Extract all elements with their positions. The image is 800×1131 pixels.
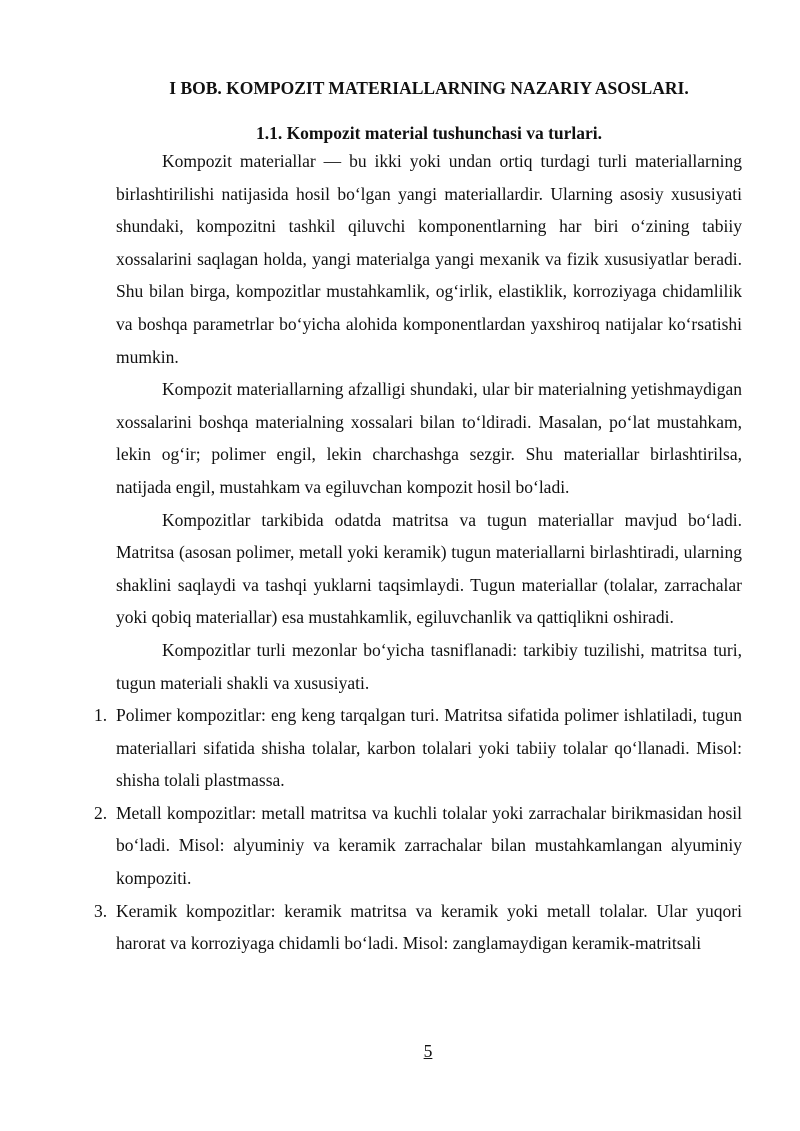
paragraph-advantages: Kompozit materiallarning afzalligi shundaki, ular bir materialning yetishmaydigan xossalarini boshqa materialning xossalari bilan to‘ldiradi. Masalan, po‘lat mustahkam, lekin og‘ir; polimer engil, lekin charchashga sezgir. Shu materiallar birlashtirilsa, natijada engil, mustahkam va egiluvchan kompozit hosil bo‘ladi. <box>116 379 742 497</box>
body-text <box>94 145 742 960</box>
list-item-metal <box>94 797 742 895</box>
composite-types-list <box>94 699 742 960</box>
list-number: 3. <box>94 900 108 921</box>
paragraph-definition: Kompozit materiallar — bu ikki yoki undan ortiq turdagi turli materiallarning birlashtirilishi natijasida hosil bo‘lgan yangi materiallardir. Ularning asosiy xususiyati shundaki, kompozitni tashkil qiluvchi komponentlarning har biri o‘zining tabiiy xossalarini saqlagan holda, yangi materialga yangi mexanik va fizik xususiyatlar beradi. Shu bilan birga, kompozitlar mustahkamlik, og‘irlik, elastiklik, korroziyaga chidamlilik va boshqa parametrlar bo‘yicha alohida komponentlardan yaxshiroq natijalar ko‘rsatishi mumkin. <box>116 151 742 367</box>
list-item-text: Polimer kompozitlar: eng keng tarqalgan turi. Matritsa sifatida polimer ishlatiladi, tugun materiallari sifatida shisha tolalar, karbon tolalari yoki tabiiy tolalar qo‘llanadi. Misol: shisha tolali plastmassa. <box>116 705 742 791</box>
paragraph-classification: Kompozitlar turli mezonlar bo‘yicha tasniflanadi: tarkibiy tuzilishi, matritsa turi, tugun materiali shakli va xususiyati. <box>116 639 742 693</box>
list-item-text: Keramik kompozitlar: keramik matritsa va keramik yoki metall tolalar. Ular yuqori harorat va korroziyaga chidamli bo‘ladi. Misol: zanglamaydigan keramik-matritsali <box>116 900 742 954</box>
list-number: 1. <box>94 705 108 726</box>
page-number: 5 <box>423 1041 433 1061</box>
list-number: 2. <box>94 802 108 823</box>
chapter-title: I BOB. KOMPOZIT MATERIALLARNING NAZARIY ASOSLARI. <box>169 78 689 98</box>
list-item-text: Metall kompozitlar: metall matritsa va kuchli tolalar yoki zarrachalar birikmasidan hosil bo‘ladi. Misol: alyuminiy va keramik zarrachalar bilan mustahkamlangan alyuminiy kompoziti. <box>116 802 742 889</box>
list-item-ceramic <box>94 895 742 960</box>
list-item-polymer <box>94 699 742 797</box>
paragraph-structure: Kompozitlar tarkibida odatda matritsa va tugun materiallar mavjud bo‘ladi. Matritsa (asosan polimer, metall yoki keramik) tugun materiallarni birlashtiradi, ularning shaklini saqlaydi va tashqi yuklarni taqsimlaydi. Tugun materiallar (tolalar, zarrachalar yoki qobiq materiallar) esa mustahkamlik, egiluvchanlik va qattiqlikni oshiradi. <box>116 509 742 628</box>
section-title: 1.1. Kompozit material tushunchasi va turlari. <box>255 123 603 143</box>
